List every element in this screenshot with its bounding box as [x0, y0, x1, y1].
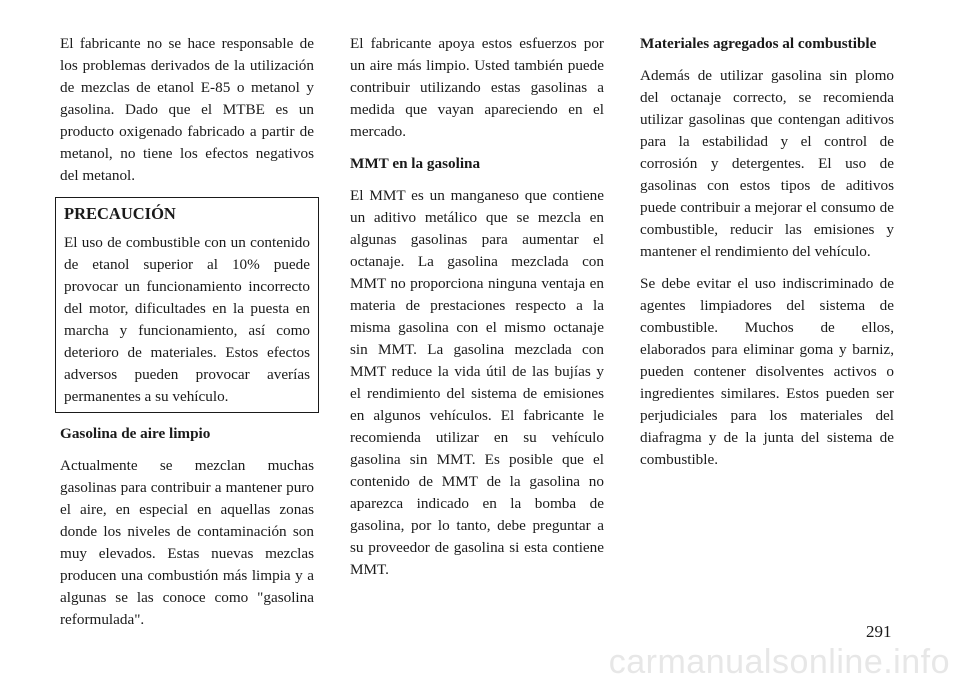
paragraph-ethanol-responsibility: El fabricante no se hace responsable de los problemas derivados de la utilización de mezclas de etanol E-85 o metanol y gasolina. Dado que el MTBE es un producto oxigenado fabricado a partir de metanol, no tiene los efectos negativos del metanol. [60, 35, 314, 184]
paragraph-mmt: El MMT es un manganeso que contiene un aditivo metálico que se mezcla en algunas gasolinas para aumentar el octanaje. La gasolina mezclada con MMT no proporciona ninguna ventaja en materia de prestaciones respecto a la misma gasolina con el mismo octanaje sin MMT. La gasolina mezclada con MMT reduce la vida útil de las bujías y el rendimiento del sistema de emisiones en algunos vehículos. El fabricante le recomienda utilizar en su vehículo gasolina sin MMT. Es posible que el contenido de MMT de la gasolina no aparezca indicado en la bomba de gasolina, por lo tanto, debe preguntar a su proveedor de gasolina si esta contiene MMT. [350, 187, 604, 578]
column-left [60, 33, 314, 641]
watermark: carmanualsonline.info [608, 643, 950, 681]
paragraph-cleaning-agents: Se debe evitar el uso indiscriminado de agentes limpiadores del sistema de combustible. Muchos de ellos, elaborados para eliminar goma y barniz, pueden contener disolventes activos o ingredientes similares. Estos pueden ser perjudiciales para los materiales del diafragma y de la junta del sistema de combustible. [640, 275, 894, 468]
paragraph-clean-air: Actualmente se mezclan muchas gasolinas para contribuir a mantener puro el aire, en especial en aquellas zonas donde los niveles de contaminación son muy elevados. Estas nuevas mezclas producen una combustión más limpia y a algunas se las conoce como "gasolina reformulada". [60, 457, 314, 628]
heading-clean-air-gasoline: Gasolina de aire limpio [60, 425, 211, 442]
heading-mmt: MMT en la gasolina [350, 155, 481, 172]
caution-box [55, 197, 319, 413]
column-right [640, 33, 894, 481]
column-middle [350, 33, 604, 591]
caution-title: PRECAUCIÓN [64, 204, 176, 223]
paragraph-support-efforts: El fabricante apoya estos esfuerzos por un aire más limpio. Usted también puede contribuir utilizando estas gasolinas a medida que vayan apareciendo en el mercado. [350, 35, 604, 140]
caution-text: El uso de combustible con un contenido de etanol superior al 10% puede provocar un funcionamiento incorrecto del motor, dificultades en la puesta en marcha y funcionamiento, así como deterioro de materiales. Estos efectos adversos pueden provocar averías permanentes a su vehículo. [64, 234, 310, 405]
page-number: 291 [866, 622, 892, 641]
paragraph-additives-recommended: Además de utilizar gasolina sin plomo del octanaje correcto, se recomienda utilizar gasolinas que contengan aditivos para la estabilidad y el control de corrosión y detergentes. El uso de gasolinas con estos tipos de aditivos puede contribuir a mejorar el consumo de combustible, reducir las emisiones y mantener el rendimiento del vehículo. [640, 67, 894, 260]
heading-fuel-additives: Materiales agregados al combustible [640, 35, 877, 52]
